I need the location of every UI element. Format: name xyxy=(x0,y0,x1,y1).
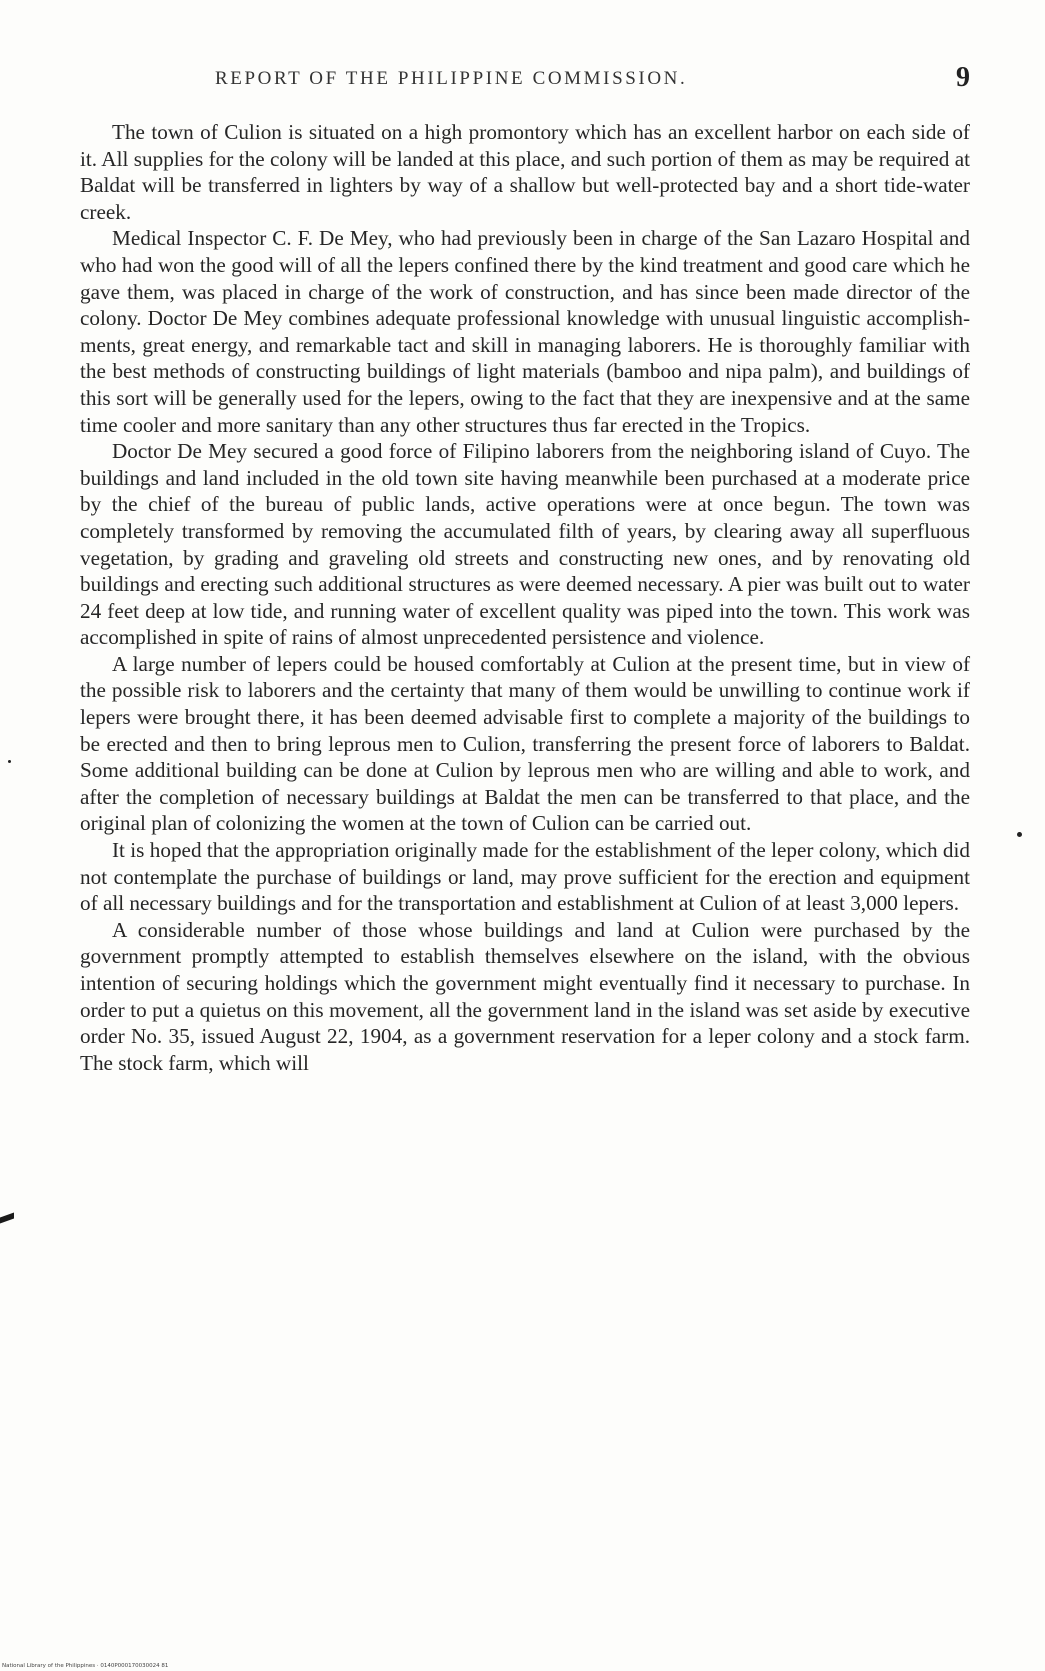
page-number: 9 xyxy=(956,62,970,93)
scan-speck xyxy=(8,760,11,763)
scan-credit: National Library of the Philippines · 0140P000170030024 81 xyxy=(2,1663,169,1669)
paragraph: Medical Inspector C. F. De Mey, who had previously been in charge of the San Lazaro Hospital and who had won the good will of all the lepers confined there by the kind treatment and good care which he gave them, was placed in charge of the work of construction, and has since been made director of the colony. Doctor De Mey combines adequate professional knowledge with unusual linguistic accomplishments, great energy, and remarkable tact and skill in managing laborers. He is thoroughly familiar with the best methods of constructing buildings of light materials (bamboo and nipa palm), and buildings of this sort will be generally used for the lepers, owing to the fact that they are inexpensive and at the same time cooler and more sanitary than any other structures thus far erected in the Tropics. xyxy=(80,226,970,437)
scan-speck xyxy=(1017,832,1022,837)
paragraph: Doctor De Mey secured a good force of Filipino laborers from the neighboring island of Cuyo. The buildings and land included in the old town site having meanwhile been purchased at a moderate price by the chief of the bureau of public lands, active operations were at once begun. The town was completely transformed by removing the accumulated filth of years, by clearing away all superfluous vegetation, by grading and graveling old streets and constructing new ones, and by renovating old buildings and erecting such additional structures as were deemed necessary. A pier was built out to water 24 feet deep at low tide, and running water of excellent quality was piped into the town. This work was accomplished in spite of rains of almost unprecedented persistence and violence. xyxy=(80,439,970,650)
paragraph: The town of Culion is situated on a high promontory which has an excellent harbor on each side of it. All supplies for the colony will be landed at this place, and such portion of them as may be required at Baldat will be transferred in lighters by way of a shallow but well-protected bay and a short tide-water creek. xyxy=(80,120,970,224)
paragraph: It is hoped that the appropriation originally made for the establishment of the leper colony, which did not contemplate the purchase of buildings or land, may prove sufficient for the erection and equipment of all necessary buildings and for the transportation and establishment at Culion of at least 3,000 lepers. xyxy=(80,838,970,916)
running-header xyxy=(80,64,970,98)
scan-edge-mark xyxy=(0,1212,14,1223)
paragraph: A considerable number of those whose buildings and land at Culion were purchased by the government promptly attempted to establish themselves elsewhere on the island, with the obvious intention of securing holdings which the government might eventually find it necessary to purchase. In order to put a quietus on this movement, all the government land in the island was set aside by executive order No. 35, issued August 22, 1904, as a government reservation for a leper colony and a stock farm. The stock farm, which will xyxy=(80,917,970,1075)
running-title: REPORT OF THE PHILIPPINE COMMISSION. xyxy=(215,68,688,89)
paragraph: A large number of lepers could be housed comfortably at Culion at the present time, but in view of the possible risk to laborers and the certainty that many of them would be unwilling to continue work if lepers were brought there, it has been deemed advisable first to complete a majority of the buildings to be erected and then to bring leprous men to Culion, transferring the present force of laborers to Baldat. Some additional building can be done at Culion by leprous men who are willing and able to work, and after the completion of necessary buildings at Baldat the men can be transferred to that place, and the original plan of colonizing the women at the town of Culion can be carried out. xyxy=(80,651,970,836)
body-text xyxy=(80,119,970,1076)
